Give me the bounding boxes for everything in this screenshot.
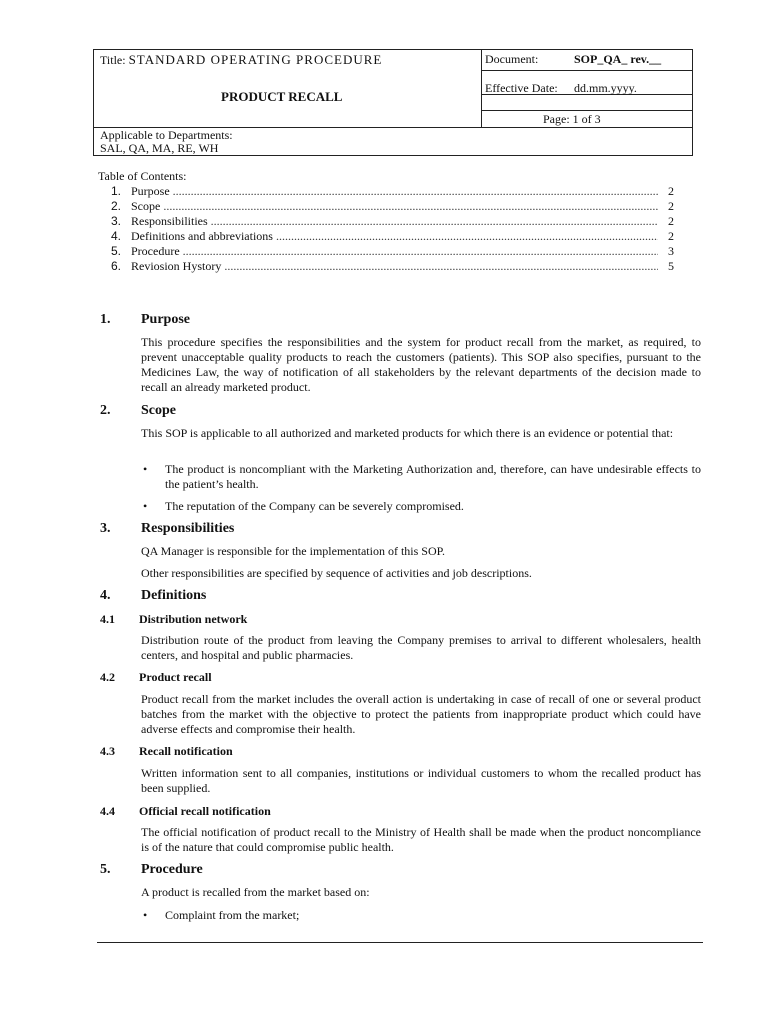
section-number: 5. (100, 862, 111, 877)
toc-entry-label: Purpose ..... (131, 184, 658, 199)
toc-entry-page: 2 (668, 199, 674, 213)
subsection-heading: Product recall (139, 670, 212, 684)
header-divider-row3 (481, 110, 692, 111)
section-heading-purpose: Purpose (141, 312, 190, 327)
bullet-icon: • (143, 908, 148, 922)
table-of-contents (98, 184, 678, 274)
toc-entry-number: 6. (111, 259, 122, 273)
procedure-paragraph: A product is recalled from the market based on: (141, 885, 370, 899)
toc-entry-label: Responsibilities ..... (131, 214, 658, 229)
definition-paragraph: Distribution route of the product from leaving the Company premises to arrival to different wholesalers, health centers, and hospital and public pharmacies. (141, 633, 701, 662)
bullet-icon: • (143, 462, 148, 476)
departments-value: SAL, QA, MA, RE, WH (100, 141, 219, 155)
bullet-icon: • (143, 499, 148, 513)
sop-header-table (93, 49, 693, 156)
scope-paragraph: This SOP is applicable to all authorized and marketed products for which there is an evidence or potential that: (141, 426, 674, 440)
toc-entry-number: 3. (111, 214, 122, 228)
toc-entry[interactable] (98, 199, 678, 214)
responsibilities-paragraph: Other responsibilities are specified by sequence of activities and job descriptions. (141, 566, 532, 580)
sop-title (100, 52, 382, 68)
section-number: 1. (100, 312, 111, 327)
section-number: 2. (100, 403, 111, 418)
scope-bullet: The reputation of the Company can be severely compromised. (165, 499, 464, 513)
definition-paragraph: Written information sent to all companies, institutions or individual customers to whom the recalled product has been supplied. (141, 766, 701, 795)
subsection-heading: Official recall notification (139, 804, 271, 818)
section-number: 4. (100, 588, 111, 603)
toc-entry[interactable] (98, 244, 678, 259)
effective-date-label: Effective Date: (485, 81, 558, 95)
toc-entry[interactable] (98, 229, 678, 244)
toc-entry-page: 3 (668, 244, 674, 258)
subsection-number: 4.4 (100, 804, 115, 818)
toc-entry[interactable] (98, 214, 678, 229)
toc-entry-page: 2 (668, 184, 674, 198)
subsection-heading: Distribution network (139, 612, 248, 626)
toc-entry-label: Procedure ..... (131, 244, 658, 259)
toc-entry[interactable] (98, 259, 678, 274)
purpose-paragraph: This procedure specifies the responsibilities and the system for product recall from the market, as required, to prevent unacceptable quality products to reach the customers (patients). This SOP also specifies, pursuant to the Medicines Law, the way of notification of all stakeholders by the relevant departments of the decision made to recall an already marketed product. (141, 335, 701, 394)
toc-entry[interactable] (98, 184, 678, 199)
toc-entry-label: Definitions and abbreviations ..... (131, 229, 658, 244)
toc-entry-page: 2 (668, 229, 674, 243)
section-heading-responsibilities: Responsibilities (141, 521, 235, 536)
section-heading-definitions: Definitions (141, 588, 207, 603)
document-value: SOP_QA_ rev.__ (574, 52, 662, 66)
definition-paragraph: The official notification of product recall to the Ministry of Health shall be made when the product noncompliance is of the nature that could compromise public health. (141, 825, 701, 854)
departments-label: Applicable to Departments: (100, 128, 233, 142)
scope-bullet: The product is noncompliant with the Marketing Authorization and, therefore, can have undesirable effects to the patient’s health. (165, 462, 701, 491)
header-divider-vertical (481, 50, 482, 127)
toc-entry-label: Reviosion Hystory ..... (131, 259, 658, 274)
section-heading-scope: Scope (141, 403, 176, 418)
document-label: Document: (485, 52, 539, 66)
effective-date-value: dd.mm.yyyy. (574, 81, 637, 95)
subsection-number: 4.2 (100, 670, 115, 684)
toc-entry-number: 1. (111, 184, 122, 198)
page-counter: Page: 1 of 3 (543, 112, 601, 126)
subsection-number: 4.3 (100, 744, 115, 758)
toc-title: Table of Contents: (98, 169, 187, 183)
toc-entry-page: 5 (668, 259, 674, 273)
subsection-number: 4.1 (100, 612, 115, 626)
responsibilities-paragraph: QA Manager is responsible for the implementation of this SOP. (141, 544, 445, 558)
subsection-heading: Recall notification (139, 744, 233, 758)
definition-paragraph: Product recall from the market includes the overall action is undertaking in case of recall of one or several product batches from the market with the objective to protect the patients from inappropriate product which could have adverse effects and compromise their health. (141, 692, 701, 736)
footer-rule (97, 942, 703, 943)
sop-subject: PRODUCT RECALL (221, 89, 343, 104)
section-number: 3. (100, 521, 111, 536)
toc-entry-label: Scope ..... (131, 199, 658, 214)
toc-entry-number: 4. (111, 229, 122, 243)
section-heading-procedure: Procedure (141, 862, 203, 877)
title-value: STANDARD OPERATING PROCEDURE (128, 52, 383, 67)
title-label: Title: (100, 53, 126, 67)
header-divider-row1 (481, 70, 692, 71)
procedure-bullet: Complaint from the market; (165, 908, 300, 922)
toc-entry-page: 2 (668, 214, 674, 228)
toc-entry-number: 5. (111, 244, 122, 258)
toc-entry-number: 2. (111, 199, 122, 213)
